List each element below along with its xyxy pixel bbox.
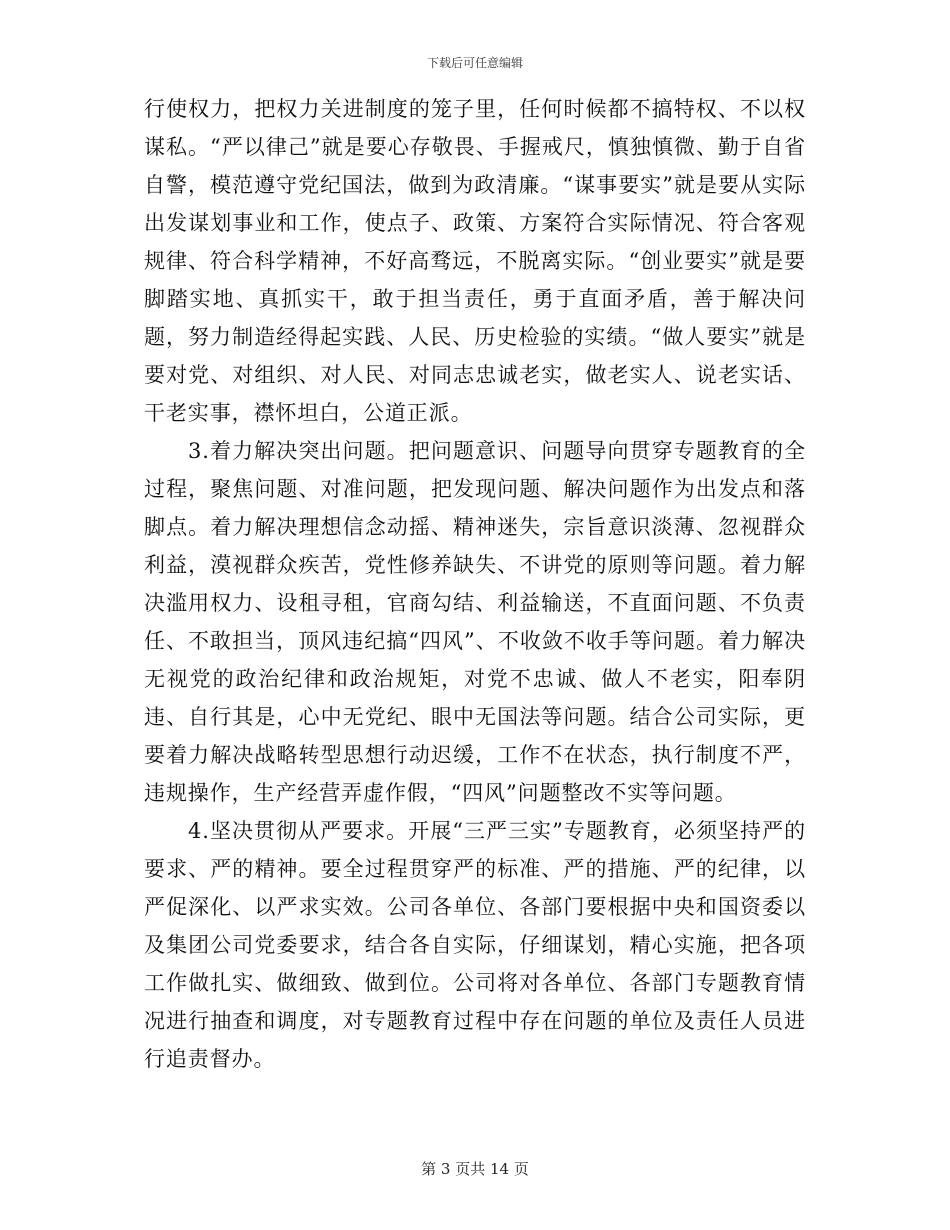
page-header-note: 下载后可任意编辑 xyxy=(426,56,523,70)
paragraph-item-3: 3.着力解决突出问题。把问题意识、问题导向贯穿专题教育的全过程，聚焦问题、对准问题，把发现问题、解决问题作为出发点和落脚点。着力解决理想信念动摇、精神迷失，宗旨意识淡薄、忽视群众利益，漠视群众疾苦，党性修养缺失、不讲党的原则等问题。着力解决滥用权力、设租寻租，官商勾结、利益输送，不直面问题、不负责任、不敢担当，顶风违纪搞“四风”、不收敛不收手等问题。着力解决无视党的政治纪律和政治规矩，对党不忠诚、做人不老实，阳奉阴违、自行其是，心中无党纪、眼中无国法等问题。结合公司实际，更要着力解决战略转型思想行动迟缓，工作不在状态，执行制度不严，违规操作，生产经营弄虚作假，“四风”问题整改不实等问题。 xyxy=(144,439,806,805)
paragraph-item-4: 4.坚决贯彻从严要求。开展“三严三实”专题教育，必须坚持严的要求、严的精神。要全过程贯穿严的标准、严的措施、严的纪律，以严促深化、以严求实效。公司各单位、各部门要根据中央和国资委以及集团公司党委要求，结合各自实际，仔细谋划，精心实施，把各项工作做扎实、做细致、做到位。公司将对各单位、各部门专题教育情况进行抽查和调度，对专题教育过程中存在问题的单位及责任人员进行追责督办。 xyxy=(144,819,806,1071)
paragraph-continuation: 行使权力，把权力关进制度的笼子里，任何时候都不搞特权、不以权谋私。“严以律己”就是要心存敬畏、手握戒尺，慎独慎微、勤于自省自警，模范遵守党纪国法，做到为政清廉。“谋事要实”就是要从实际出发谋划事业和工作，使点子、政策、方案符合实际情况、符合客观规律、符合科学精神，不好高骛远，不脱离实际。“创业要实”就是要脚踏实地、真抓实干，敢于担当责任，勇于直面矛盾，善于解决问题，努力制造经得起实践、人民、历史检验的实绩。“做人要实”就是要对党、对组织、对人民、对同志忠诚老实，做老实人、说老实话、干老实事，襟怀坦白，公道正派。 xyxy=(144,97,806,425)
page-number: 第 3 页共 14 页 xyxy=(421,1160,529,1178)
document-body xyxy=(144,90,806,1078)
